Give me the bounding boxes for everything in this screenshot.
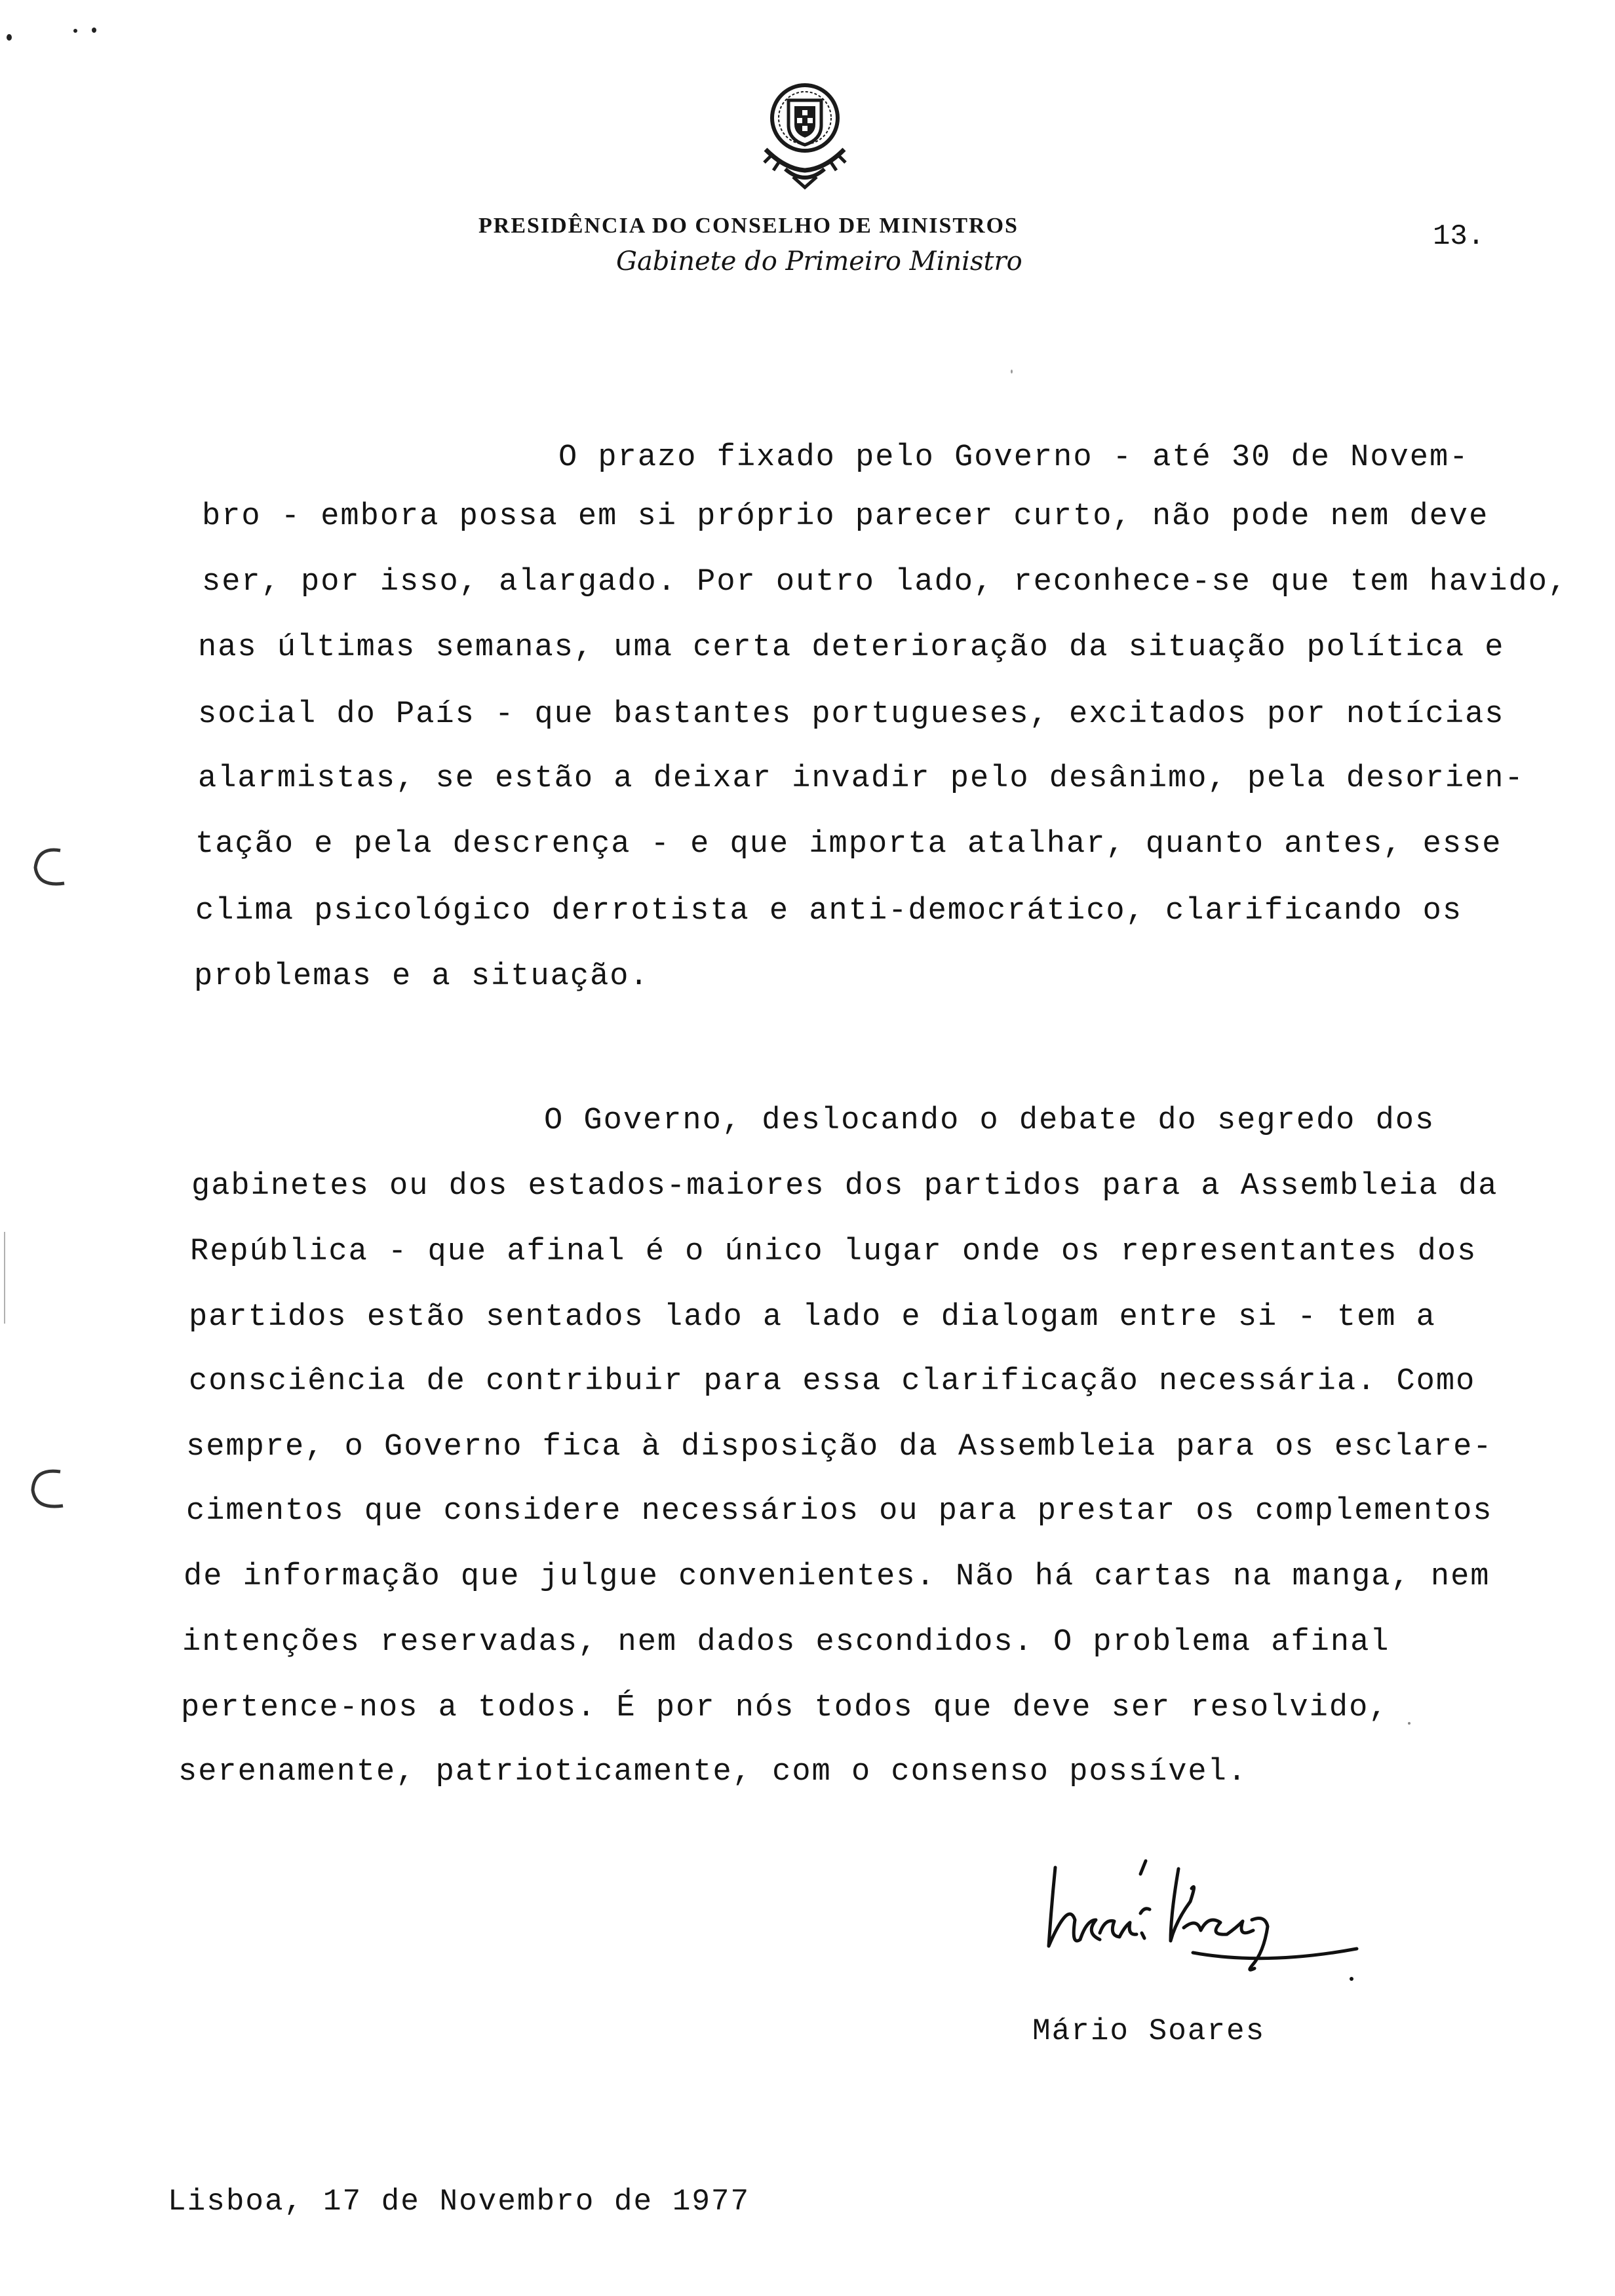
- text-line: consciência de contribuir para essa clarificação necessária. Como: [189, 1364, 1476, 1399]
- scan-speck: [73, 29, 77, 33]
- text-line: problemas e a situação.: [194, 959, 650, 994]
- text-line: pertence-nos a todos. É por nós todos que deve ser resolvido,: [181, 1691, 1389, 1725]
- text-line: República - que afinal é o único lugar onde os representantes dos: [190, 1234, 1477, 1269]
- text-line: sempre, o Governo fica à disposição da Assembleia para os esclare-: [186, 1430, 1493, 1464]
- scan-speck: [1011, 370, 1013, 373]
- text-line: O Governo, deslocando o debate do segredo dos: [544, 1103, 1435, 1138]
- punch-hole-mark: [26, 839, 72, 891]
- handwritten-signature: [1029, 1854, 1396, 2005]
- scan-speck: [7, 34, 12, 41]
- signer-name: Mário Soares: [1032, 2014, 1266, 2048]
- text-line: partidos estão sentados lado a lado e dialogam entre si - tem a: [189, 1300, 1436, 1335]
- text-line: alarmistas, se estão a deixar invadir pelo desânimo, pela desorien-: [198, 761, 1525, 796]
- text-line: social do País - que bastantes portugueses, excitados por notícias: [198, 697, 1505, 732]
- text-line: serenamente, patrioticamente, com o consenso possível.: [178, 1755, 1248, 1789]
- scan-speck: [1408, 1722, 1411, 1725]
- text-line: intenções reservadas, nem dados escondidos. O problema afinal: [182, 1625, 1390, 1660]
- punch-hole-mark: [24, 1463, 69, 1515]
- scan-speck: [92, 28, 96, 33]
- text-line: cimentos que considere necessários ou para prestar os complementos: [186, 1494, 1493, 1529]
- text-line: gabinetes ou dos estados-maiores dos partidos para a Assembleia da: [191, 1169, 1498, 1204]
- page-edge-line: [4, 1232, 5, 1324]
- text-line: de informação que julgue convenientes. Não há cartas na manga, nem: [184, 1559, 1490, 1594]
- page-number: 13.: [1433, 220, 1485, 253]
- place-and-date: Lisboa, 17 de Novembro de 1977: [168, 2185, 750, 2219]
- office-name: Gabinete do Primeiro Ministro: [616, 246, 1022, 277]
- text-line: nas últimas semanas, uma certa deterioração da situação política e: [198, 630, 1505, 665]
- text-line: bro - embora possa em si próprio parecer curto, não pode nem deve: [202, 499, 1489, 534]
- text-line: O prazo fixado pelo Governo - até 30 de Novem-: [558, 440, 1469, 475]
- coat-of-arms-icon: [752, 77, 857, 195]
- text-line: tação e pela descrença - e que importa atalhar, quanto antes, esse: [195, 827, 1502, 862]
- text-line: ser, por isso, alargado. Por outro lado, reconhece-se que tem havido,: [202, 565, 1568, 600]
- organization-name: PRESIDÊNCIA DO CONSELHO DE MINISTROS: [478, 214, 1019, 238]
- text-line: clima psicológico derrotista e anti-democrático, clarificando os: [195, 894, 1463, 928]
